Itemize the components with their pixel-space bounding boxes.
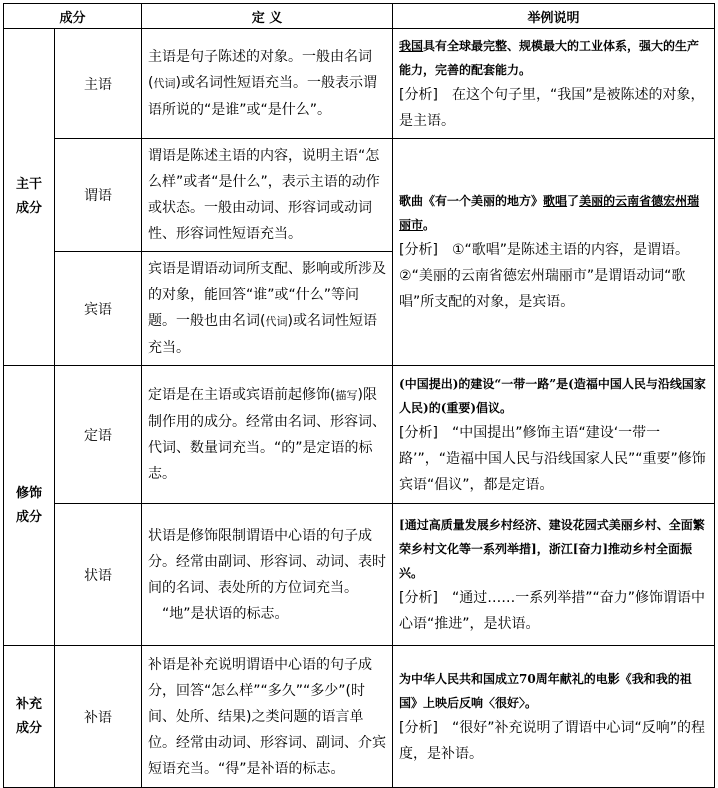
analysis-predicate: [分析] ①“歌唱”是陈述主语的内容，是谓语。 bbox=[399, 242, 689, 258]
def-complement: 补语是补充说明谓语中心语的句子成分，回答“怎么样”“多久”“多少”(时间、处所、结果)之类问题的语言单位。经常由动词、形容词、副词、介宾短语充当。“得”是补语的标志。 bbox=[142, 646, 393, 788]
row-complement bbox=[4, 646, 715, 788]
analysis-object: ②“美丽的云南省德宏州瑞丽市”是谓语动词“歌唱”所支配的对象，是宾语。 bbox=[399, 268, 686, 310]
def-adverbial-main: 状语是修饰限制谓语中心语的句子成分。经常由副词、形容词、动词、表时间的名词、表处所的方位词充当。 bbox=[148, 527, 387, 596]
def-object-small: 代词 bbox=[265, 315, 288, 328]
example-attributive-sentence: (中国提出)的建设“一带一路”是(造福中国人民与沿线国家人民)的(重要)倡议。 bbox=[399, 376, 706, 415]
example-complement-sentence: 为中华人民共和国成立70周年献礼的电影《我和我的祖国》上映后反响〈很好〉。 bbox=[399, 671, 692, 710]
header-component: 成分 bbox=[4, 4, 142, 29]
term-object: 宾语 bbox=[55, 252, 142, 366]
row-attributive bbox=[4, 366, 715, 504]
header-example: 举例说明 bbox=[393, 4, 715, 29]
example-particle: 了 bbox=[567, 194, 580, 208]
term-complement: 补语 bbox=[55, 646, 142, 788]
header-definition: 定 义 bbox=[142, 4, 393, 29]
category-complement: 补充成分 bbox=[4, 646, 55, 788]
def-object-text-b: )或名词性短语充当。 bbox=[148, 313, 377, 356]
analysis-subject: [分析] 在这个句子里，“我国”是被陈述的对象，是主语。 bbox=[399, 86, 705, 129]
category-main: 主干成分 bbox=[4, 29, 55, 366]
analysis-adverbial: [分析] “通过……一系列举措”“奋力”修饰谓语中心语“推进”，是状语。 bbox=[399, 589, 705, 632]
def-adverbial bbox=[142, 504, 393, 646]
def-object bbox=[142, 252, 393, 366]
def-subject-small: 代词 bbox=[153, 77, 176, 90]
example-attributive bbox=[393, 366, 715, 504]
term-adverbial: 状语 bbox=[55, 504, 142, 646]
row-subject bbox=[4, 29, 715, 139]
def-attributive-text-b: )限制作用的成分。经常由名词、形容词、代词、数量词充当。“的”是定语的标志。 bbox=[148, 387, 387, 482]
row-predicate bbox=[4, 139, 715, 252]
def-subject bbox=[142, 29, 393, 139]
def-attributive-text-a: 定语是在主语或宾语前起修饰( bbox=[148, 387, 336, 403]
term-subject: 主语 bbox=[55, 29, 142, 139]
def-attributive-small: 描写 bbox=[335, 389, 358, 402]
def-object-text-a: 宾语是谓语动词所支配、影响或所涉及的对象，能回答“谁”或“什么”等问题。一般也由名词( bbox=[148, 261, 387, 329]
def-adverbial-marker: “地”是状语的标志。 bbox=[162, 605, 289, 622]
analysis-complement: [分析] “很好”补充说明了谓语中心词“反响”的程度，是补语。 bbox=[399, 719, 705, 762]
def-subject-text-a: 主语是句子陈述的对象。一般由名词( bbox=[148, 49, 373, 91]
example-subject bbox=[393, 29, 715, 139]
example-adverbial bbox=[393, 504, 715, 646]
example-complement bbox=[393, 646, 715, 788]
term-predicate: 谓语 bbox=[55, 139, 142, 252]
analysis-attributive: [分析] “中国提出”修饰主语“建设‘一带一路’”，“造福中国人民与沿线国家人民”“重要”修饰宾语“倡议”，都是定语。 bbox=[399, 424, 706, 493]
example-predicate-object bbox=[393, 139, 715, 366]
grammar-table bbox=[3, 3, 715, 788]
example-object-underlined: 美丽的云南省德宏州瑞丽市 bbox=[399, 194, 700, 232]
row-adverbial bbox=[4, 504, 715, 646]
def-predicate: 谓语是陈述主语的内容，说明主语“怎么样”或者“是什么”，表示主语的动作或状态。一般由动词、形容词或动词性、形容词性短语充当。 bbox=[142, 139, 393, 252]
header-row bbox=[4, 4, 715, 29]
example-period: 。 bbox=[423, 218, 436, 232]
term-attributive: 定语 bbox=[55, 366, 142, 504]
example-song: 歌曲《有一个美丽的地方》 bbox=[399, 194, 544, 208]
example-adverbial-sentence: [通过高质量发展乡村经济、建设花园式美丽乡村、全面繁荣乡村文化等一系列举措]，浙江[奋力]推动乡村全面振兴。 bbox=[399, 517, 705, 580]
def-attributive bbox=[142, 366, 393, 504]
example-subject-underlined: 我国 bbox=[399, 38, 424, 53]
def-subject-text-b: )或名词性短语充当。一般表示谓语所说的“是谁”或“是什么”。 bbox=[148, 75, 377, 118]
example-verb-underlined: 歌唱 bbox=[543, 194, 568, 208]
example-subject-rest: 具有全球最完整、规模最大的工业体系，强大的生产能力，完善的配套能力。 bbox=[399, 38, 700, 77]
category-modifier: 修饰成分 bbox=[4, 366, 55, 646]
